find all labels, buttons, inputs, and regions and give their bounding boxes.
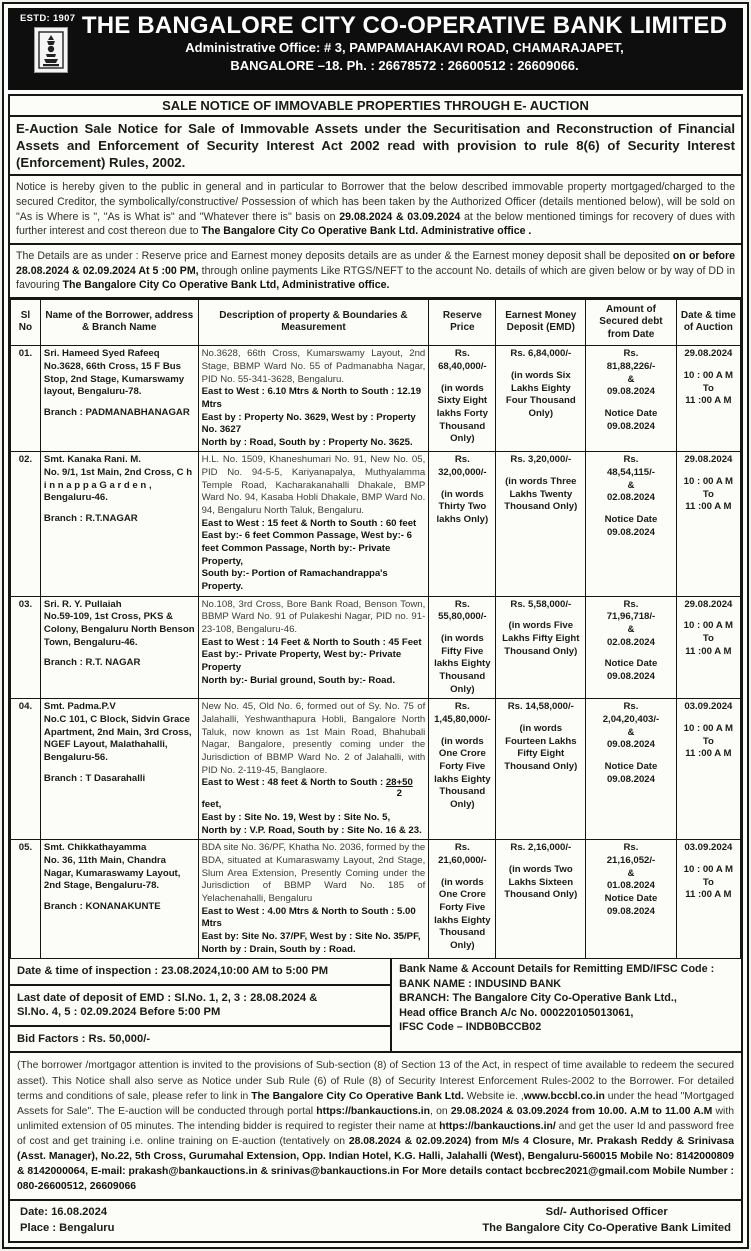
notice-date: 09.08.2024 <box>606 670 655 682</box>
table-row <box>11 452 741 596</box>
reserve-amount: 21,60,000/- <box>438 854 487 866</box>
emd-words: (in words Fourteen Lakhs Fifty Eight Thousand Only) <box>504 722 578 772</box>
borrower-name: Sri. Hameed Syed Rafeeq <box>43 348 160 360</box>
auction-date: 29.08.2024 <box>684 348 733 360</box>
registration-link: https://bankauctions.in/ <box>439 1120 556 1132</box>
emd-cell <box>496 699 586 840</box>
sl-no: 04. <box>11 699 41 840</box>
branch-name: Branch : R.T.NAGAR <box>43 513 138 525</box>
bank-branch-line: BRANCH: The Bangalore City Co-Operative Bank Ltd., <box>399 992 677 1005</box>
boundary-line: East by:- Private Property, West by:- Private Property <box>201 649 402 673</box>
boundary-line: South by:- Portion of Ramachandrappa's Property. <box>201 568 388 593</box>
notice-paragraph: Notice is hereby given to the public in general and in particular to Borrower that the below described immovable property mortgaged/charged to the secured Creditor, the symbolically/constructive/ Possession of which has been taken by the Authorized Officer (details mentioned below), will be sold on "As is Where is ", "As is What is" and "Whatever there is" basis on 29.08.2024 & 03.09.2024 at the below mentioned timings for recovery of dues with further interest and cost thereon due to The Bangalore City Co Operative Bank Ltd. Administrative office . <box>10 176 741 244</box>
footer-left <box>20 1204 115 1236</box>
col-header-auction: Date & time of Auction <box>676 299 740 346</box>
measurement-line: East to West : 6.10 Mtrs & North to South : 12.19 Mtrs <box>201 386 422 410</box>
bottom-info-band <box>10 959 741 1053</box>
secured-debt-cell: Rs. 48,54,115/- & 02.08.2024 Notice Date 09.08.2024 <box>586 452 677 596</box>
emd-amount: Rs. 5,58,000/- <box>510 598 572 610</box>
bank-name: THE BANGALORE CITY CO-OPERATIVE BANK LIMITED <box>81 12 728 39</box>
boundary-line: North by : V.P. Road, South by : Site No. 16 & 23. <box>201 824 422 836</box>
boundary-line: North by:- Burial ground, South by:- Road. <box>201 674 396 686</box>
intro-paragraph: E-Auction Sale Notice for Sale of Immovable Assets under the Securitisation and Reconstruction of Financial Assets and Enforcement of Security Interest Act 2002 read with provision to rule 8(6) of Security Interest (Enforcement) Rules, 2002. <box>10 117 741 176</box>
inspection-row: Date & time of inspection : 23.08.2024,10:00 AM to 5:00 PM <box>10 959 390 986</box>
col-header-sl: Sl No <box>11 299 41 346</box>
borrower-name: Smt. Kanaka Rani. M. <box>43 454 141 466</box>
col-header-description: Description of property & Boundaries & Measurement <box>198 299 429 346</box>
bank-reference: The Bangalore City Co Operative Bank Ltd. <box>251 1090 464 1102</box>
boundary-line: East by : Site No. 19, West by : Site No. 5, <box>201 811 391 823</box>
borrower-address: No.C 101, C Block, Sidvin Grace Apartment, 2nd Main, 3rd Cross, NGEF Layout, Malathahalli, Bengaluru-56. <box>43 713 192 763</box>
measurement-line: East to West : 48 feet & North to South : $\frac{28+50}{2}$ feet, <box>201 777 413 811</box>
reserve-words: (in words Fifty Five lakhs Eighty Thousand Only) <box>434 633 491 695</box>
borrower-cell <box>40 346 198 452</box>
reserve-amount: 32,00,000/- <box>438 467 487 479</box>
bank-favouring: The Bangalore City Co Operative Bank Ltd, Administrative office. <box>62 279 390 292</box>
auction-datetime-cell: 29.08.2024 10 : 00 A M To 11 :00 A M <box>676 596 740 699</box>
property-description: No.3628, 66th Cross, Kumarswamy Layout, 2nd Stage, BBMP Ward No. 55 of Padmanabha Nagar, PID No. 55-341-3628, Bengaluru. <box>201 348 426 385</box>
notice-date: 09.08.2024 <box>606 905 655 917</box>
footer <box>10 1201 741 1240</box>
property-description: New No. 45, Old No. 6, formed out of Sy. No. 75 of Jalahalli, Yeshwanthapura Hobli, Bangalore North Taluk, now known as 1st Main Road, Bhahubali Nagar, Bangalore, presently coming under the Jurisdiction of BBMP Ward No. 2 of Jalahalli, with PID No. 2-119-45, Banglaore. <box>201 701 426 776</box>
borrower-cell <box>40 452 198 596</box>
branch-name: Branch : T Dasarahalli <box>43 772 146 784</box>
emd-deadline: on or before 28.08.2024 & 02.09.2024 At 5 :00 PM, <box>16 249 735 277</box>
sl-no: 05. <box>11 840 41 959</box>
debt-date: 02.08.2024 <box>606 492 655 504</box>
emd-amount: Rs. 6,84,000/- <box>510 348 572 360</box>
notice-date: 09.08.2024 <box>606 420 655 432</box>
footer-right <box>482 1204 731 1236</box>
secured-amount: 2,04,20,403/- <box>602 713 660 725</box>
description-cell <box>198 452 429 596</box>
col-header-reserve: Reserve Price <box>429 299 496 346</box>
branch-name: Branch : PADMANABHANAGAR <box>43 406 190 418</box>
description-cell <box>198 840 429 959</box>
description-cell <box>198 346 429 452</box>
boundary-line: North by : Road, South by : Property No. 3625. <box>201 436 413 448</box>
reserve-amount: 55,80,000/- <box>438 611 487 623</box>
col-header-borrower: Name of the Borrower, address & Branch Name <box>40 299 198 346</box>
reserve-price-cell: Rs. 21,60,000/- (in words One Crore Forty Five lakhs Eighty Thousand Only) <box>429 840 496 959</box>
notice-date-line: Date: 16.08.2024 <box>20 1206 108 1219</box>
secured-amount: 21,16,052/- <box>606 854 656 866</box>
notice-text: Notice is hereby given to the public in general and in particular to Borrower that the below described immovable property mortgaged/charged to the secured Creditor, the symbolically/constructive/ Possession of which has been taken by the Authorized Officer (details mentioned below), will be sold on "As is Where is ", "As is What is" and "Whatever there is" basis on <box>16 181 735 223</box>
bank-account-box <box>392 959 741 1051</box>
property-description: BDA site No. 36/PF, Khatha No. 2036, formed by the BDA, situated at Kumaraswamy Layout, 2nd Stage, Slum Area Extension, Presently Coming under the Jurisdiction of BBMP Ward No. 185 of Yelachenahalli, Bengaluru <box>201 842 426 904</box>
description-cell <box>198 699 429 840</box>
bank-logo <box>34 27 68 73</box>
reserve-price-cell: Rs. 32,00,000/- (in words Thirty Two lakhs Only) <box>429 452 496 596</box>
auction-portal-link: https://bankauctions.in <box>316 1105 431 1117</box>
schedule-box <box>10 959 392 1051</box>
sl-no: 02. <box>11 452 41 596</box>
table-row <box>11 596 741 699</box>
secured-amount: 71,96,718/- <box>606 611 656 623</box>
boundary-line: East by:- 6 feet Common Passage, West by:- 6 feet Common Passage, North by:- Private Property, <box>201 530 413 567</box>
ifsc-line: IFSC Code – INDB0BCCB02 <box>399 1021 542 1034</box>
auction-datetime-cell: 29.08.2024 10 : 00 A M To 11 :00 A M <box>676 452 740 596</box>
col-header-secured-debt: Amount of Secured debt from Date <box>586 299 677 346</box>
sale-notice-strip: SALE NOTICE OF IMMOVABLE PROPERTIES THROUGH E- AUCTION <box>10 96 741 117</box>
debt-date: 01.08.2024 <box>606 880 655 892</box>
auction-date: 29.08.2024 <box>684 598 733 610</box>
reserve-price-cell: Rs. 1,45,80,000/- (in words One Crore Forty Five lakhs Eighty Thousand Only) <box>429 699 496 840</box>
emd-amount: Rs. 2,16,000/- <box>510 842 572 854</box>
reserve-words: (in words One Crore Forty Five lakhs Eighty Thousand Only) <box>434 876 491 951</box>
bank-reference: The Bangalore City Co Operative Bank Ltd. Administrative office . <box>201 225 532 238</box>
secured-debt-cell: Rs. 71,96,718/- & 02.08.2024 Notice Date 09.08.2024 <box>586 596 677 699</box>
property-description: H.L. No. 1509, Khaneshumari No. 91, New No. 05, PID No. 94-5-5, Kariyanapalya, Muthyalamma Temple Road, Kacharakanahalli Dhakale, BMP Ward No. 94, Kasaba Hobli Dhakale, BMP Ward No. 94, Bengaluru North Taluk, Bengaluru. <box>201 454 426 517</box>
emd-words: (in words Five Lakhs Fifty Eight Thousand Only) <box>502 620 580 657</box>
borrower-cell <box>40 840 198 959</box>
borrower-cell <box>40 596 198 699</box>
description-cell <box>198 596 429 699</box>
borrower-name: Smt. Padma.P.V <box>43 701 116 713</box>
emd-cell <box>496 346 586 452</box>
properties-table <box>10 299 741 959</box>
reserve-words: (in words Sixty Eight lakhs Forty Thousand Only) <box>436 382 488 445</box>
secured-debt-cell: Rs. 2,04,20,403/- & 09.08.2024 Notice Date 09.08.2024 <box>586 699 677 840</box>
reserve-amount: 1,45,80,000/- <box>434 713 491 725</box>
debt-date: 09.08.2024 <box>606 739 655 751</box>
borrower-name: Sri. R. Y. Pullaiah <box>43 598 122 610</box>
borrower-cell <box>40 699 198 840</box>
notice-place-line: Place : Bengaluru <box>20 1222 115 1235</box>
branch-name: Branch : R.T. NAGAR <box>43 657 141 669</box>
measurement-line: East to West : 15 feet & North to South : 60 feet <box>201 517 417 529</box>
details-paragraph: The Details are as under : Reserve price and Earnest money deposits details are as under & the Earnest money deposit shall be deposited on or before 28.08.2024 & 02.09.2024 At 5 :00 PM, through online payments Like RTGS/NEFT to the account No. details of which are given below or by way of DD in favouring The Bangalore City Co Operative Bank Ltd, Administrative office. <box>10 245 741 299</box>
debt-date: 02.08.2024 <box>606 636 655 648</box>
reserve-amount: 68,40,000/- <box>438 360 487 372</box>
auction-schedule: 29.08.2024 & 03.09.2024 from 10.00. A.M to 11.00 A.M <box>450 1105 713 1117</box>
col-header-emd: Earnest Money Deposit (EMD) <box>496 299 586 346</box>
reserve-price-cell: Rs. 55,80,000/- (in words Fifty Five lakhs Eighty Thousand Only) <box>429 596 496 699</box>
bank-address-line1: Administrative Office: # 3, PAMPAMAHAKAVI ROAD, CHAMARAJAPET, <box>185 40 624 56</box>
auction-datetime-cell: 29.08.2024 10 : 00 A M To 11 :00 A M <box>676 346 740 452</box>
emd-amount: Rs. 3,20,000/- <box>510 454 572 466</box>
boundary-line: East by : Property No. 3629, West by : Property No. 3627 <box>201 411 416 436</box>
auction-date: 03.09.2024 <box>684 701 733 713</box>
borrower-address: No.59-109, 1st Cross, PKS & Colony, Bengaluru North Benson Town, Bengaluru-46. <box>43 611 195 648</box>
auction-dates: 29.08.2024 & 03.09.2024 <box>339 210 461 223</box>
secured-amount: 48,54,115/- <box>606 467 655 479</box>
closing-paragraph: (The borrower /mortgagor attention is invited to the provisions of Sub-section (8) of Section 13 of the Act, in respect of time available to redeem the secured asset). This Notice shall also serve as Notice under Sub Rule (6) of Rule (8) of Security Interest Enforcement Rules-2002 to the Borrower. For detailed terms and conditions of sale, please refer to link in The Bangalore City Co Operative Bank Ltd. Website ie. ,www.bccbl.co.in under the head "Mortgaged Assets for Sale". The E-auction will be conducted through portal https://bankauctions.in, on 29.08.2024 & 03.09.2024 from 10.00. A.M to 11.00 A.M with unlimited extension of 05 minutes. The intending bidder is required to register their name at https://bankauctions.in/ and get the user Id and password free of cost and get training i.e. online training on E-auction (tentatively on 28.08.2024 & 02.09.2024) from M/s 4 Closure, Mr. Prakash Reddy & Srinivasa (Asst. Manager), No.22, 5th Cross, Gurumahal Extension, Opp. Indian Hotel, K.G. Halli, Jalahalli (West), Bengaluru-560015 Mobile No: 8142000809 & 8142000064, E-mail: prakash@bankauctions.in & srinivas@bankauctions.in For More details contact bccbrec2021@gmail.com Mobile Number : 080-26600512, 26609066 <box>10 1053 741 1201</box>
website-link: www.bccbl.co.in <box>523 1090 605 1102</box>
bank-address-line2: BANGALORE –18. Ph. : 26678572 : 26600512 : 26609066. <box>230 57 579 73</box>
auction-date: 29.08.2024 <box>684 454 733 466</box>
notice-page <box>2 2 749 1249</box>
branch-name: Branch : KONANAKUNTE <box>43 900 161 912</box>
measurement-line: East to West : 4.00 Mtrs & North to South : 5.00 Mtrs <box>201 905 416 930</box>
table-row <box>11 699 741 840</box>
bank-name-line: BANK NAME : INDUSIND BANK <box>399 977 562 990</box>
emd-words: (in words Three Lakhs Twenty Thousand Only) <box>504 476 578 513</box>
signatory-line: Sd/- Authorised Officer <box>545 1206 668 1219</box>
emd-cell <box>496 452 586 596</box>
fraction: $\frac{28+50}{2}$ <box>385 777 413 800</box>
borrower-name: Smt. Chikkathayamma <box>43 842 147 854</box>
reserve-price-cell: Rs. 68,40,000/- (in words Sixty Eight lakhs Forty Thousand Only) <box>429 346 496 452</box>
emd-words: (in words Two Lakhs Sixteen Thousand Only) <box>504 863 578 901</box>
debt-date: 09.08.2024 <box>606 386 655 398</box>
table-header-row <box>11 299 741 346</box>
secured-debt-cell: Rs. 81,88,226/- & 09.08.2024 Notice Date 09.08.2024 <box>586 346 677 452</box>
auction-datetime-cell: 03.09.2024 10 : 00 A M To 11 :00 A M <box>676 840 740 959</box>
auction-datetime-cell: 03.09.2024 10 : 00 A M To 11 :00 A M <box>676 699 740 840</box>
secured-debt-cell: Rs. 21,16,052/- & 01.08.2024 Notice Date 09.08.2024 <box>586 840 677 959</box>
notice-date: 09.08.2024 <box>606 773 655 785</box>
temple-emblem-icon <box>38 31 64 69</box>
bank-account-heading: Bank Name & Account Details for Remitting EMD/IFSC Code : <box>399 963 715 976</box>
account-number-line: Head office Branch A/c No. 000220105013061, <box>399 1006 634 1019</box>
notice-body <box>8 94 743 1243</box>
secured-amount: 81,88,226/- <box>606 360 656 372</box>
borrower-address: No. 9/1, 1st Main, 2nd Cross, C h i n n a p p a G a r d e n , Bengaluru-46. <box>43 467 193 504</box>
reserve-words: (in words One Crore Forty Five lakhs Eighty Thousand Only) <box>434 735 491 810</box>
boundary-line: East by: Site No. 37/PF, West by : Site No. 35/PF, <box>201 930 421 942</box>
emd-amount: Rs. 14,58,000/- <box>507 701 574 713</box>
sl-no: 01. <box>11 346 41 452</box>
borrower-address: No.3628, 66th Cross, 15 F Bus Stop, 2nd Stage, Kumarswamy layout, Bengaluru-78. <box>43 360 185 398</box>
organisation-line: The Bangalore City Co-Operative Bank Limited <box>482 1222 731 1235</box>
table-row <box>11 346 741 452</box>
sl-no: 03. <box>11 596 41 699</box>
measurement-line: East to West : 14 Feet & North to South : 45 Feet <box>201 636 422 648</box>
bid-factors-row: Bid Factors : Rs. 50,000/- <box>17 1032 151 1045</box>
bank-masthead <box>8 8 743 90</box>
boundary-line: North by : Drain, South by : Road. <box>201 943 356 955</box>
emd-lastdate-row: Last date of deposit of EMD : Sl.No. 1, 2, 3 : 28.08.2024 & Sl.No. 4, 5 : 02.09.2024 Before 5:00 PM <box>10 986 390 1027</box>
property-description: No.108, 3rd Cross, Bore Bank Road, Benson Town, BBMP Ward No. 91 of Pulakeshi Nagar, PID no. 91-23-108, Bengaluru-46. <box>201 598 426 636</box>
emd-cell <box>496 840 586 959</box>
table-row <box>11 840 741 959</box>
contact-details: 28.08.2024 & 02.09.2024) from M/s 4 Closure, Mr. Prakash Reddy & Srinivasa (Asst. Manager), No.22, 5th Cross, Gurumahal Extension, Opp. Indian Hotel, K.G. Halli, Jalahalli (West), Bengaluru-560015 Mobile No: 8142000809 & 8142000064, E-mail: prakash@bankauctions.in & srinivas@bankauctions.in For More details contact bccbrec2021@gmail.com Mobile Number : 080-26600512, 26609066 <box>17 1135 734 1193</box>
auction-date: 03.09.2024 <box>684 842 733 854</box>
borrower-address: No. 36, 11th Main, Chandra Nagar, Kumaraswamy Layout, 2nd Stage, Bengaluru-78. <box>43 854 181 892</box>
estd-label: ESTD: 1907 <box>20 13 76 24</box>
emd-words: (in words Six Lakhs Eighty Four Thousand Only) <box>505 369 576 419</box>
reserve-words: (in words Thirty Two lakhs Only) <box>436 488 489 526</box>
notice-date: 09.08.2024 <box>606 526 655 538</box>
emd-cell <box>496 596 586 699</box>
